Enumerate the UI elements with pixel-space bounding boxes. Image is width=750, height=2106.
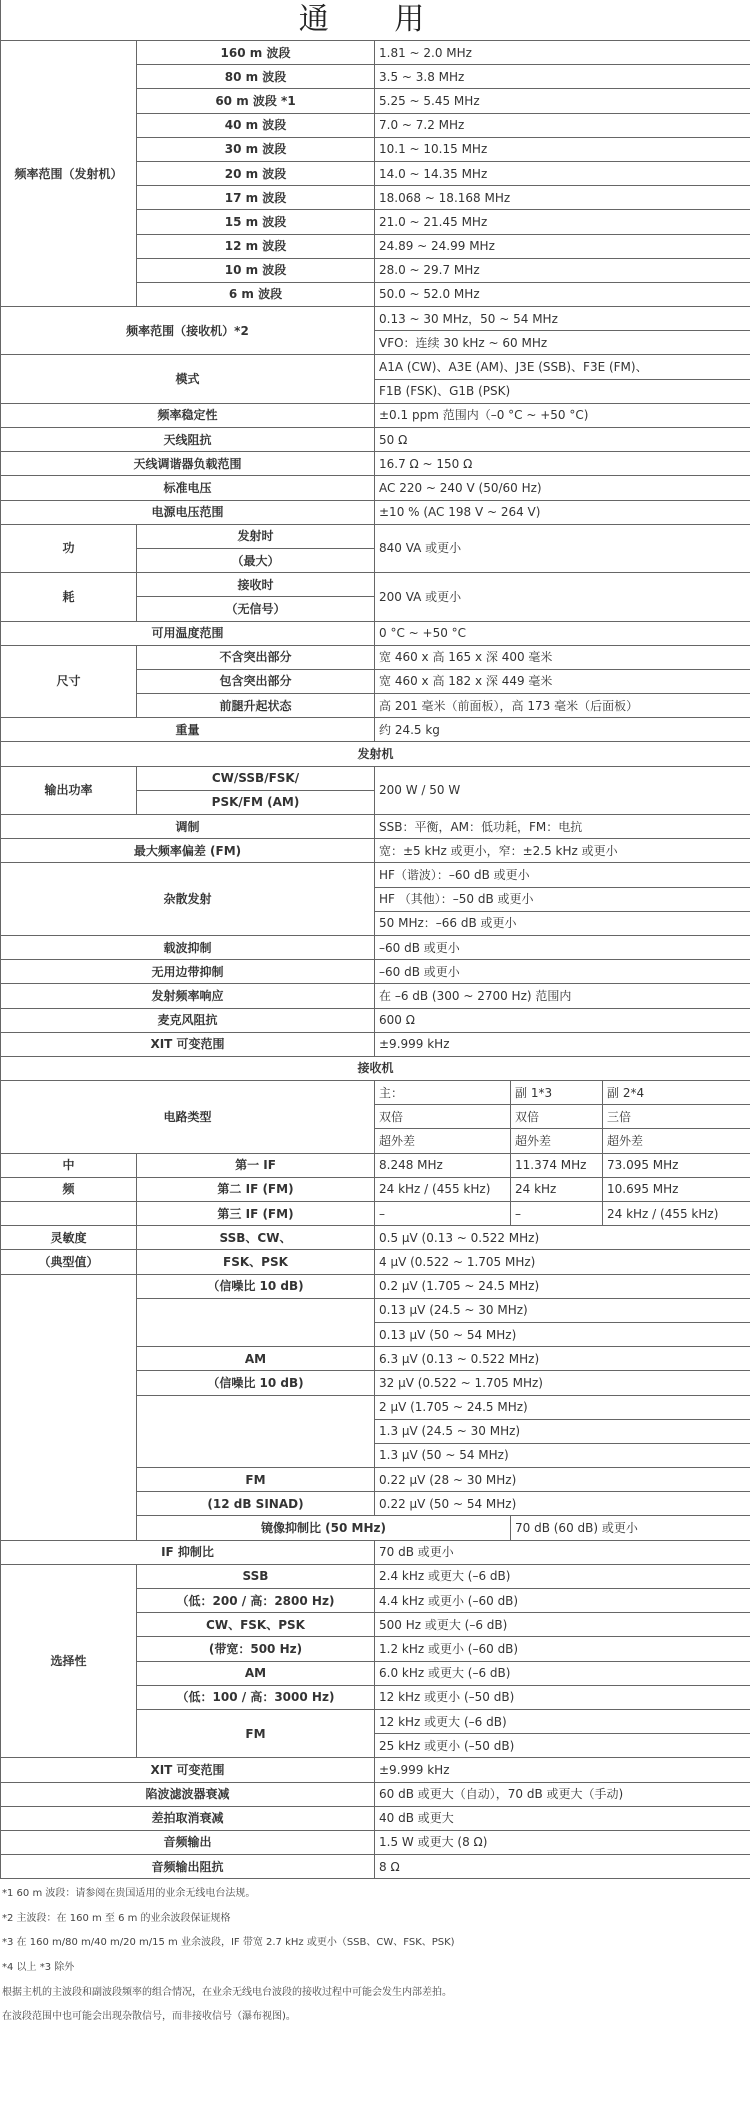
sens-ssb-label: （信噪比 10 dB): [137, 1274, 375, 1298]
weight-value: 约 24.5 kg: [375, 718, 750, 742]
circuit-sub2: 三倍: [603, 1105, 750, 1129]
impedance-label: 天线阻抗: [1, 428, 375, 452]
dimension-sublabel: 包含突出部分: [137, 669, 375, 693]
image-rej-value: 70 dB (60 dB) 或更小: [511, 1516, 750, 1540]
circuit-sub1: 副 1*3: [511, 1081, 603, 1105]
power-consumption-label: 功: [1, 524, 137, 572]
voltage-value: AC 220 ~ 240 V (50/60 Hz): [375, 476, 750, 500]
if-sub1: 11.374 MHz: [511, 1153, 603, 1177]
table-row: [1, 1782, 750, 1806]
band-range: 28.0 ~ 29.7 MHz: [375, 258, 750, 282]
table-row: [1, 452, 750, 476]
sel-value: 6.0 kHz 或更大 (–6 dB): [375, 1661, 750, 1685]
title-row: [1, 0, 750, 41]
circuit-main: 主：: [375, 1081, 511, 1105]
rx-xit-value: ±9.999 kHz: [375, 1758, 750, 1782]
sens-value: 0.22 μV (28 ~ 30 MHz): [375, 1468, 750, 1492]
stability-label: 频率稳定性: [1, 403, 375, 427]
dimension-value: 宽 460 x 高 165 x 深 400 毫米: [375, 645, 750, 669]
band-label: 160 m 波段: [137, 41, 375, 65]
sel-am-label: AM: [137, 1661, 375, 1685]
circuit-main: 双倍: [375, 1105, 511, 1129]
footnote: *4 以上 *3 除外: [2, 1962, 75, 1974]
output-power-modes: PSK/FM (AM): [137, 790, 375, 814]
footnote: *2 主波段：在 160 m 至 6 m 的业余波段保证规格: [2, 1912, 231, 1924]
band-range: 21.0 ~ 21.45 MHz: [375, 210, 750, 234]
table-row: [1, 1202, 750, 1226]
band-label: 12 m 波段: [137, 234, 375, 258]
sensitivity-label-empty: [1, 1274, 137, 1540]
spurious-value: 50 MHz：–66 dB 或更小: [375, 911, 750, 935]
rx-power-label: 接收时: [137, 573, 375, 597]
footnotes: [0, 1879, 750, 2030]
band-label: 10 m 波段: [137, 258, 375, 282]
table-row: [1, 428, 750, 452]
tx-response-value: 在 –6 dB (300 ~ 2700 Hz) 范围内: [375, 984, 750, 1008]
if-rej-label: IF 抑制比: [1, 1540, 375, 1564]
freq-rx-vfo: VFO：连续 30 kHz ~ 60 MHz: [375, 331, 750, 355]
band-range: 10.1 ~ 10.15 MHz: [375, 137, 750, 161]
deviation-label: 最大频率偏差 (FM): [1, 839, 375, 863]
image-rej-label: 镜像抑制比 (50 MHz): [137, 1516, 511, 1540]
table-row: [1, 500, 750, 524]
table-row: [1, 1056, 750, 1080]
tx-section-header: 发射机: [1, 742, 750, 766]
notch-label: 陷波滤波器衰减: [1, 1782, 375, 1806]
impedance-value: 50 Ω: [375, 428, 750, 452]
xit-label: XIT 可变范围: [1, 1032, 375, 1056]
table-row: [1, 935, 750, 959]
rx-power-value: 200 VA 或更小: [375, 573, 750, 621]
if-sublabel: 第一 IF: [137, 1153, 375, 1177]
table-row: [1, 621, 750, 645]
power-consumption-label: 耗: [1, 573, 137, 621]
table-row: [1, 1250, 750, 1274]
rx-xit-label: XIT 可变范围: [1, 1758, 375, 1782]
rx-section-header: 接收机: [1, 1056, 750, 1080]
sens-value: 6.3 μV (0.13 ~ 0.522 MHz): [375, 1347, 750, 1371]
sens-ssb-label-empty: [137, 1298, 375, 1346]
sel-cw-label: (带宽：500 Hz): [137, 1637, 375, 1661]
temperature-value: 0 °C ~ +50 °C: [375, 621, 750, 645]
table-row: [1, 839, 750, 863]
table-row: [1, 1540, 750, 1564]
rx-power-sublabel: （无信号）: [137, 597, 375, 621]
table-row: [1, 1830, 750, 1854]
voltage-label: 标准电压: [1, 476, 375, 500]
if-sublabel: 第三 IF (FM): [137, 1202, 375, 1226]
sens-value: 0.13 μV (24.5 ~ 30 MHz): [375, 1298, 750, 1322]
table-row: [1, 1806, 750, 1830]
sel-value: 25 kHz 或更小 (–50 dB): [375, 1734, 750, 1758]
spurious-value: HF （其他）：–50 dB 或更小: [375, 887, 750, 911]
output-power-value: 200 W / 50 W: [375, 766, 750, 814]
carrier-label: 载波抑制: [1, 935, 375, 959]
dimension-sublabel: 不含突出部分: [137, 645, 375, 669]
output-power-label: 输出功率: [1, 766, 137, 814]
spurious-value: HF（谐波）：–60 dB 或更小: [375, 863, 750, 887]
sideband-label: 无用边带抑制: [1, 960, 375, 984]
audio-imp-label: 音频输出阻抗: [1, 1855, 375, 1879]
sensitivity-label: 灵敏度: [1, 1226, 137, 1250]
if-rej-value: 70 dB 或更小: [375, 1540, 750, 1564]
mode-value: F1B (FSK)、G1B (PSK): [375, 379, 750, 403]
footnote: *3 在 160 m/80 m/40 m/20 m/15 m 业余波段，IF 带宽 2.7 kHz 或更小（SSB、CW、FSK、PSK): [2, 1937, 455, 1949]
sel-value: 1.2 kHz 或更小 (–60 dB): [375, 1637, 750, 1661]
band-label: 15 m 波段: [137, 210, 375, 234]
if-main: –: [375, 1202, 511, 1226]
sens-value: 32 μV (0.522 ~ 1.705 MHz): [375, 1371, 750, 1395]
voltage-range-value: ±10 % (AC 198 V ~ 264 V): [375, 500, 750, 524]
circuit-main: 超外差: [375, 1129, 511, 1153]
audio-imp-value: 8 Ω: [375, 1855, 750, 1879]
table-row: [1, 1032, 750, 1056]
table-row: [1, 960, 750, 984]
mode-label: 模式: [1, 355, 375, 403]
table-row: [1, 355, 750, 379]
band-range: 1.81 ~ 2.0 MHz: [375, 41, 750, 65]
notch-value: 60 dB 或更大（自动），70 dB 或更大（手动): [375, 1782, 750, 1806]
mic-value: 600 Ω: [375, 1008, 750, 1032]
sens-fm-label: (12 dB SINAD): [137, 1492, 375, 1516]
freq-rx-label: 频率范围（接收机）*2: [1, 307, 375, 355]
dimension-value: 宽 460 x 高 182 x 深 449 毫米: [375, 669, 750, 693]
audio-out-label: 音频输出: [1, 1830, 375, 1854]
table-row: [1, 1758, 750, 1782]
band-range: 14.0 ~ 14.35 MHz: [375, 161, 750, 185]
circuit-sub1: 双倍: [511, 1105, 603, 1129]
selectivity-label: 选择性: [1, 1564, 137, 1758]
table-row: [1, 307, 750, 331]
circuit-sub2: 副 2*4: [603, 1081, 750, 1105]
band-range: 5.25 ~ 5.45 MHz: [375, 89, 750, 113]
table-row: [1, 766, 750, 790]
modulation-value: SSB：平衡，AM：低功耗，FM：电抗: [375, 815, 750, 839]
deviation-value: 宽：±5 kHz 或更小，窄：±2.5 kHz 或更小: [375, 839, 750, 863]
freq-tx-label: 频率范围（发射机）: [1, 41, 137, 307]
beat-value: 40 dB 或更大: [375, 1806, 750, 1830]
band-label: 17 m 波段: [137, 186, 375, 210]
table-row: [1, 1153, 750, 1177]
sens-value: 0.22 μV (50 ~ 54 MHz): [375, 1492, 750, 1516]
if-sub1: 24 kHz: [511, 1177, 603, 1201]
xit-value: ±9.999 kHz: [375, 1032, 750, 1056]
sens-value: 2 μV (1.705 ~ 24.5 MHz): [375, 1395, 750, 1419]
table-row: [1, 1564, 750, 1588]
sens-ssb-label: FSK、PSK: [137, 1250, 375, 1274]
circuit-label: 电路类型: [1, 1081, 375, 1154]
if-sub2: 73.095 MHz: [603, 1153, 750, 1177]
table-row: [1, 524, 750, 548]
dimension-value: 高 201 毫米（前面板），高 173 毫米（后面板）: [375, 694, 750, 718]
table-row: [1, 984, 750, 1008]
beat-label: 差拍取消衰减: [1, 1806, 375, 1830]
sens-am-label-empty: [137, 1395, 375, 1468]
if-label: 频: [1, 1177, 137, 1201]
modulation-label: 调制: [1, 815, 375, 839]
table-row: [1, 1081, 750, 1105]
carrier-value: –60 dB 或更小: [375, 935, 750, 959]
band-label: 30 m 波段: [137, 137, 375, 161]
if-label: 中: [1, 1153, 137, 1177]
table-row: [1, 718, 750, 742]
spurious-label: 杂散发射: [1, 863, 375, 936]
table-row: [1, 1855, 750, 1879]
band-label: 80 m 波段: [137, 65, 375, 89]
band-range: 24.89 ~ 24.99 MHz: [375, 234, 750, 258]
circuit-sub2: 超外差: [603, 1129, 750, 1153]
if-sublabel: 第二 IF (FM): [137, 1177, 375, 1201]
sel-fm-label: FM: [137, 1709, 375, 1757]
if-sub2: 24 kHz / (455 kHz): [603, 1202, 750, 1226]
sens-value: 0.5 μV (0.13 ~ 0.522 MHz): [375, 1226, 750, 1250]
sens-ssb-label: SSB、CW、: [137, 1226, 375, 1250]
table-row: [1, 1008, 750, 1032]
sens-value: 0.13 μV (50 ~ 54 MHz): [375, 1322, 750, 1346]
if-sub2: 10.695 MHz: [603, 1177, 750, 1201]
if-label-empty: [1, 1202, 137, 1226]
band-range: 7.0 ~ 7.2 MHz: [375, 113, 750, 137]
sideband-value: –60 dB 或更小: [375, 960, 750, 984]
dimensions-label: 尺寸: [1, 645, 137, 718]
sel-value: 4.4 kHz 或更小 (–60 dB): [375, 1589, 750, 1613]
tx-power-label: 发射时: [137, 524, 375, 548]
table-row: [1, 573, 750, 597]
table-row: [1, 863, 750, 887]
table-row: [1, 403, 750, 427]
table-row: [1, 1274, 750, 1298]
sel-value: 12 kHz 或更小 (–50 dB): [375, 1685, 750, 1709]
if-main: 8.248 MHz: [375, 1153, 511, 1177]
sens-fm-label: FM: [137, 1468, 375, 1492]
footnote: 根据主机的主波段和副波段频率的组合情况，在业余无线电台波段的接收过程中可能会发生内部差拍。: [2, 1986, 452, 1998]
mic-label: 麦克风阻抗: [1, 1008, 375, 1032]
freq-rx-value: 0.13 ~ 30 MHz，50 ~ 54 MHz: [375, 307, 750, 331]
sel-ssb-label: （低：200 / 高：2800 Hz): [137, 1589, 375, 1613]
tuner-value: 16.7 Ω ~ 150 Ω: [375, 452, 750, 476]
sens-value: 1.3 μV (50 ~ 54 MHz): [375, 1443, 750, 1467]
band-label: 20 m 波段: [137, 161, 375, 185]
band-label: 60 m 波段 *1: [137, 89, 375, 113]
table-row: [1, 645, 750, 669]
mode-value: A1A (CW)、A3E (AM)、J3E (SSB)、F3E (FM)、: [375, 355, 750, 379]
tx-power-value: 840 VA 或更小: [375, 524, 750, 572]
tuner-label: 天线调谐器负载范围: [1, 452, 375, 476]
voltage-range-label: 电源电压范围: [1, 500, 375, 524]
if-main: 24 kHz / (455 kHz): [375, 1177, 511, 1201]
sens-am-label: （信噪比 10 dB): [137, 1371, 375, 1395]
sel-value: 12 kHz 或更大 (–6 dB): [375, 1709, 750, 1733]
circuit-sub1: 超外差: [511, 1129, 603, 1153]
stability-value: ±0.1 ppm 范围内（–0 °C ~ +50 °C): [375, 403, 750, 427]
table-row: [1, 815, 750, 839]
tx-power-sublabel: （最大）: [137, 548, 375, 572]
sens-am-label: AM: [137, 1347, 375, 1371]
band-label: 40 m 波段: [137, 113, 375, 137]
sel-cw-label: CW、FSK、PSK: [137, 1613, 375, 1637]
table-row: [1, 476, 750, 500]
output-power-modes: CW/SSB/FSK/: [137, 766, 375, 790]
table-row: [1, 1177, 750, 1201]
table-row: [1, 742, 750, 766]
sensitivity-label: （典型值）: [1, 1250, 137, 1274]
footnote: 在波段范围中也可能会出现杂散信号，而非接收信号（瀑布视图)。: [2, 2011, 296, 2023]
dimension-sublabel: 前腿升起状态: [137, 694, 375, 718]
footnote: *1 60 m 波段：请参阅在贵国适用的业余无线电台法规。: [2, 1888, 256, 1900]
band-range: 3.5 ~ 3.8 MHz: [375, 65, 750, 89]
table-row: [1, 41, 750, 65]
audio-out-value: 1.5 W 或更大 (8 Ω): [375, 1830, 750, 1854]
sens-value: 4 μV (0.522 ~ 1.705 MHz): [375, 1250, 750, 1274]
band-label: 6 m 波段: [137, 282, 375, 306]
band-range: 50.0 ~ 52.0 MHz: [375, 282, 750, 306]
sens-value: 0.2 μV (1.705 ~ 24.5 MHz): [375, 1274, 750, 1298]
temperature-label: 可用温度范围: [1, 621, 375, 645]
if-sub1: –: [511, 1202, 603, 1226]
sens-value: 1.3 μV (24.5 ~ 30 MHz): [375, 1419, 750, 1443]
sel-value: 2.4 kHz 或更大 (–6 dB): [375, 1564, 750, 1588]
page-title: 通 用: [1, 0, 750, 41]
table-row: [1, 1226, 750, 1250]
weight-label: 重量: [1, 718, 375, 742]
tx-response-label: 发射频率响应: [1, 984, 375, 1008]
sel-ssb-label: SSB: [137, 1564, 375, 1588]
sel-am-label: （低：100 / 高：3000 Hz): [137, 1685, 375, 1709]
band-range: 18.068 ~ 18.168 MHz: [375, 186, 750, 210]
sel-value: 500 Hz 或更大 (–6 dB): [375, 1613, 750, 1637]
